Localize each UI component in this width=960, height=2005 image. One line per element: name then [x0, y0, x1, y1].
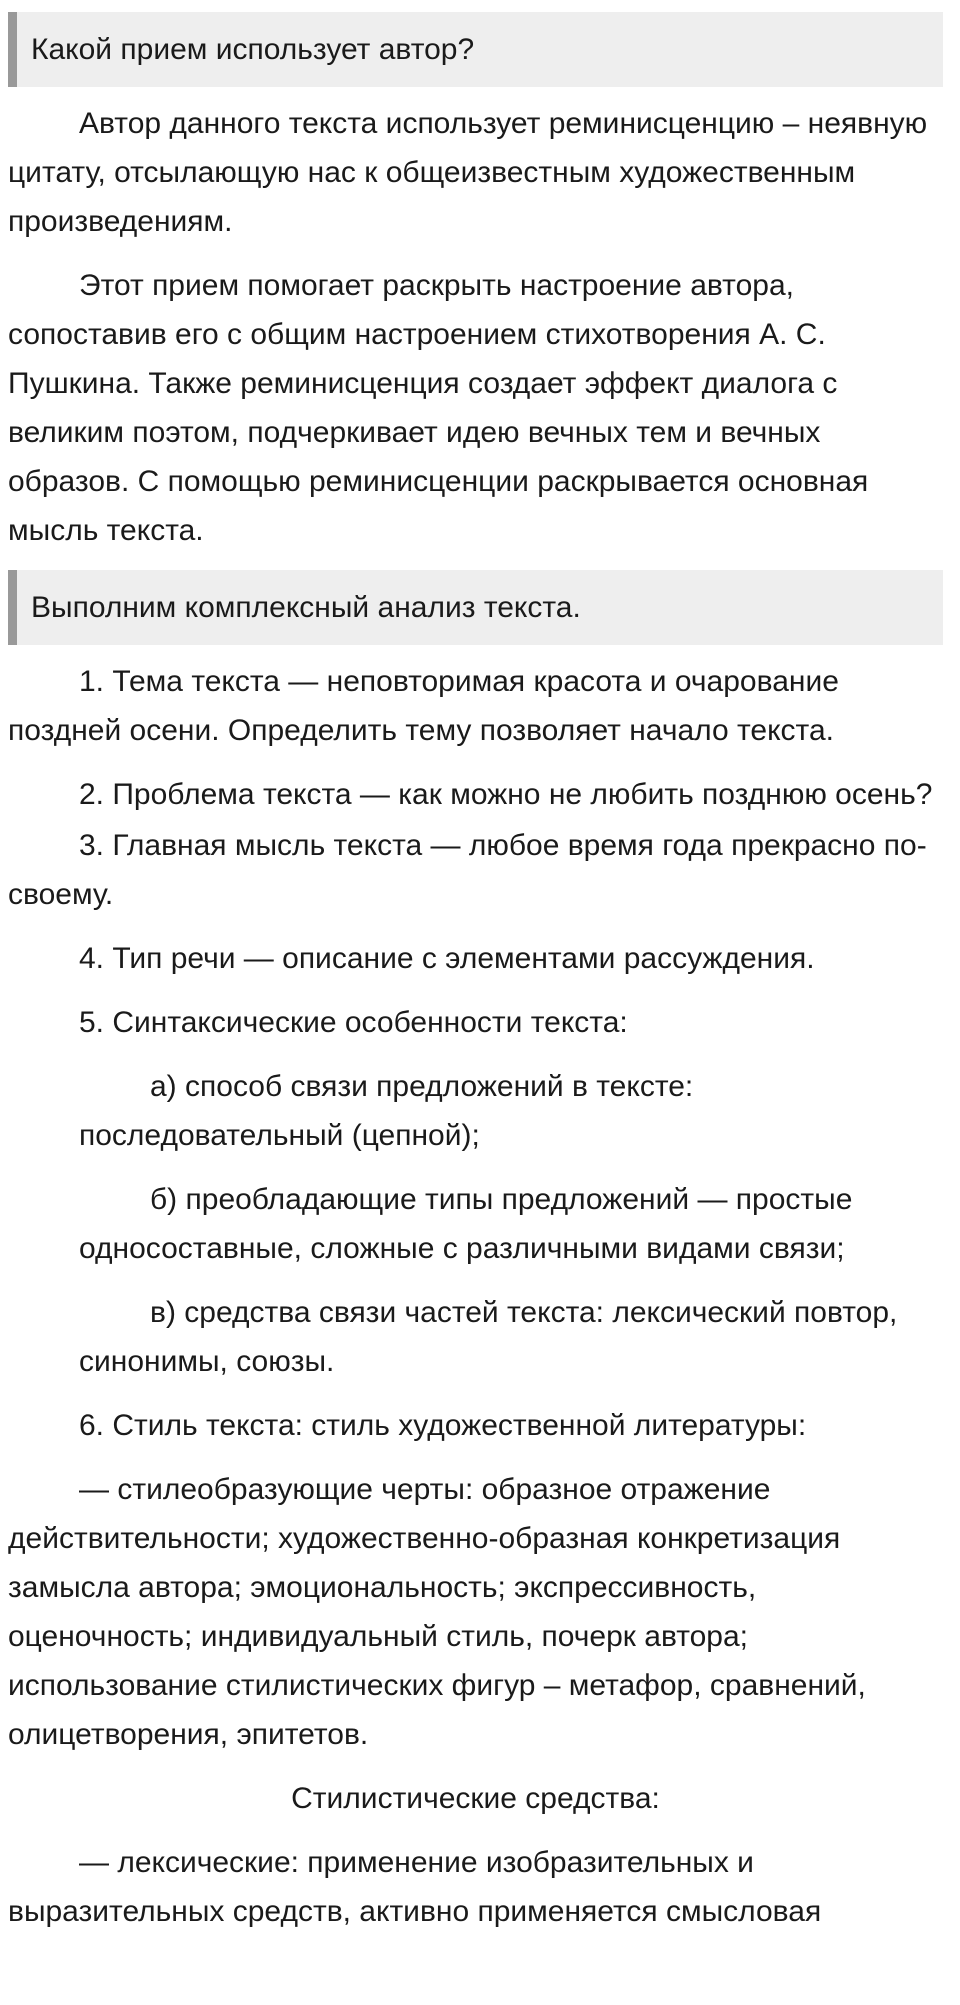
- style-features-paragraph: — стилеобразующие черты: образное отражение действительности; художественно-образная конкретизация замысла автора; эмоциональность; экспрессивность, оценочность; индивидуальный стиль, почерк автора; использование стилистических фигур – метафор, сравнений, олицетворения, эпитетов.: [8, 1473, 866, 1751]
- analysis-item-problem: 2. Проблема текста — как можно не любить позднюю осень?: [79, 778, 933, 811]
- analysis-subitem-c: в) средства связи частей текста: лексический повтор, синонимы, союзы.: [79, 1296, 898, 1378]
- analysis-heading: Выполним комплексный анализ текста.: [8, 570, 943, 645]
- analysis-subitem-a: а) способ связи предложений в тексте: последовательный (цепной);: [79, 1070, 694, 1152]
- analysis-subitem-b: б) преобладающие типы предложений — простые односоставные, сложные с различными видами связи;: [79, 1183, 853, 1265]
- lexical-means-paragraph: — лексические: применение изобразительных и выразительных средств, активно применяется смысловая: [8, 1846, 822, 1928]
- stylistic-means-title: Стилистические средства:: [291, 1782, 660, 1815]
- analysis-item-style: 6. Стиль текста: стиль художественной литературы:: [79, 1409, 807, 1442]
- analysis-item-theme: 1. Тема текста — неповторимая красота и очарование поздней осени. Определить тему позволяет начало текста.: [8, 665, 839, 747]
- answer-paragraph: Этот прием помогает раскрыть настроение автора, сопоставив его с общим настроением стихотворения А. С. Пушкина. Также реминисценция создает эффект диалога с великим поэтом, подчеркивает идею вечных тем и вечных образов. С помощью реминисценции раскрывается основная мысль текста.: [8, 269, 869, 547]
- analysis-item-syntax: 5. Синтаксические особенности текста:: [79, 1006, 628, 1039]
- analysis-item-speech-type: 4. Тип речи — описание с элементами рассуждения.: [79, 942, 815, 975]
- question-heading: Какой прием использует автор?: [8, 12, 943, 87]
- analysis-item-main-idea: 3. Главная мысль текста — любое время года прекрасно по-своему.: [8, 829, 927, 911]
- answer-paragraph: Автор данного текста использует реминисценцию – неявную цитату, отсылающую нас к общеизвестным художественным произведениям.: [8, 107, 928, 238]
